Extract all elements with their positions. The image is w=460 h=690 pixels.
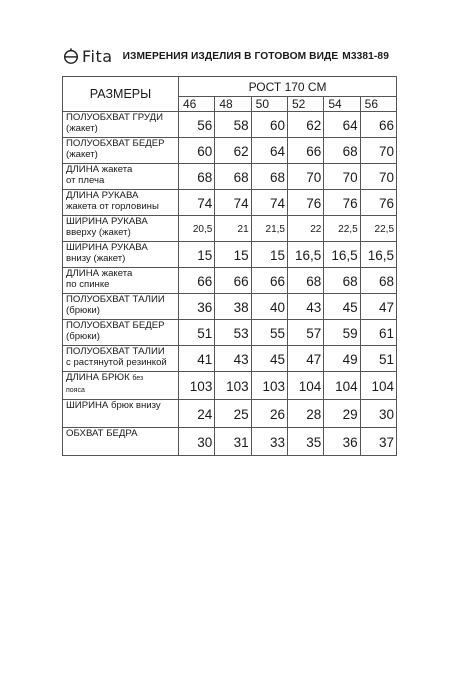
measurement-value: 60 [179, 138, 215, 164]
measurement-value: 47 [360, 294, 396, 320]
measurement-value: 33 [251, 428, 287, 456]
measurement-value: 68 [287, 268, 323, 294]
table-row [63, 428, 397, 456]
measurement-label-line2: внизу (жакет) [66, 252, 126, 264]
measurement-value: 70 [324, 164, 360, 190]
measurement-value: 103 [215, 372, 251, 400]
measurement-value: 15 [251, 242, 287, 268]
measurement-label-line1: ДЛИНА жакета [66, 268, 133, 279]
measurement-label-line1: ДЛИНА БРЮК [66, 372, 130, 383]
sizes-header: РАЗМЕРЫ [63, 77, 179, 112]
measurement-label-line2: вверху (жакет) [66, 226, 131, 238]
measurement-label-line1: ДЛИНА РУКАВА [66, 190, 139, 201]
measurement-value: 45 [251, 346, 287, 372]
measurement-label [63, 400, 179, 428]
measurement-value: 68 [251, 164, 287, 190]
size-header-cell: 52 [287, 97, 323, 112]
measurement-label-line2: жакета от горловины [66, 200, 159, 212]
measurement-label [63, 428, 179, 456]
measurement-value: 104 [287, 372, 323, 400]
size-header-cell: 46 [179, 97, 215, 112]
measurement-value: 59 [324, 320, 360, 346]
measurement-label [63, 320, 179, 346]
table-row [63, 294, 397, 320]
measurement-label-line2: (жакет) [66, 148, 98, 160]
size-header-cell: 50 [251, 97, 287, 112]
measurement-label [63, 346, 179, 372]
size-header-cell: 48 [215, 97, 251, 112]
measurement-value: 70 [360, 138, 396, 164]
size-header-cell: 56 [360, 97, 396, 112]
measurement-value: 21,5 [251, 216, 287, 242]
measurement-value: 28 [287, 400, 323, 428]
measurement-value: 15 [179, 242, 215, 268]
table-row [63, 164, 397, 190]
measurement-value: 30 [360, 400, 396, 428]
measurement-value: 60 [251, 112, 287, 138]
measurement-label [63, 242, 179, 268]
measurement-value: 22,5 [324, 216, 360, 242]
measurement-value: 57 [287, 320, 323, 346]
measurement-label [63, 372, 179, 400]
measurement-label-line1: ПОЛУОБХВАТ ТАЛИИ [66, 294, 165, 305]
measurement-value: 16,5 [287, 242, 323, 268]
brand-logo [62, 47, 113, 66]
page-title [123, 51, 389, 62]
measurements-body [63, 112, 397, 456]
measurement-value: 68 [324, 268, 360, 294]
measurement-value: 36 [179, 294, 215, 320]
measurement-value: 70 [360, 164, 396, 190]
measurement-value: 64 [251, 138, 287, 164]
table-row [63, 320, 397, 346]
measurement-value: 20,5 [179, 216, 215, 242]
table-row [63, 138, 397, 164]
table-row [63, 268, 397, 294]
measurement-value: 55 [251, 320, 287, 346]
measurement-label-line1: ПОЛУОБХВАТ БЕДЕР [66, 320, 165, 331]
table-row [63, 216, 397, 242]
measurement-value: 53 [215, 320, 251, 346]
measurement-value: 45 [324, 294, 360, 320]
measurement-label-line2: пояса [66, 386, 85, 394]
measurement-label-line2: (жакет) [66, 122, 98, 134]
measurement-value: 74 [179, 190, 215, 216]
measurement-label-line2: с растянутой резинкой [66, 356, 167, 368]
measurement-value: 76 [324, 190, 360, 216]
measurement-value: 104 [324, 372, 360, 400]
measurement-value: 62 [215, 138, 251, 164]
height-header: РОСТ 170 СМ [179, 77, 397, 97]
measurement-value: 103 [251, 372, 287, 400]
measurement-value: 104 [360, 372, 396, 400]
measurement-value: 62 [287, 112, 323, 138]
measurement-value: 38 [215, 294, 251, 320]
measurement-label-line2: (брюки) [66, 330, 100, 342]
measurement-label-suffix: без [132, 375, 144, 382]
model-code: М3381-89 [342, 50, 389, 62]
measurement-value: 26 [251, 400, 287, 428]
measurement-value: 15 [215, 242, 251, 268]
measurement-label [63, 138, 179, 164]
measurement-value: 76 [287, 190, 323, 216]
measurement-value: 58 [215, 112, 251, 138]
measurement-value: 66 [251, 268, 287, 294]
measurement-value: 35 [287, 428, 323, 456]
measurement-value: 74 [251, 190, 287, 216]
measurement-value: 43 [287, 294, 323, 320]
measurement-label-line1: ДЛИНА жакета [66, 164, 133, 175]
page-header [62, 44, 422, 68]
table-row [63, 112, 397, 138]
measurement-value: 16,5 [360, 242, 396, 268]
measurement-label-line2: по спинке [66, 278, 110, 290]
measurement-value: 40 [251, 294, 287, 320]
measurement-value: 68 [324, 138, 360, 164]
measurement-value: 30 [179, 428, 215, 456]
measurement-value: 37 [360, 428, 396, 456]
measurement-value: 47 [287, 346, 323, 372]
measurement-label [63, 164, 179, 190]
table-row [63, 242, 397, 268]
size-header-cell: 54 [324, 97, 360, 112]
measurement-value: 25 [215, 400, 251, 428]
measurement-value: 66 [179, 268, 215, 294]
measurement-value: 68 [360, 268, 396, 294]
title-text: ИЗМЕРЕНИЯ ИЗДЕЛИЯ В ГОТОВОМ ВИДЕ [122, 50, 339, 62]
measurement-value: 49 [324, 346, 360, 372]
measurement-value: 43 [215, 346, 251, 372]
table-row [63, 190, 397, 216]
measurement-value: 29 [324, 400, 360, 428]
measurement-value: 51 [360, 346, 396, 372]
measurement-value: 76 [360, 190, 396, 216]
measurement-label-line1: ШИРИНА брюк внизу [66, 400, 161, 411]
measurement-value: 56 [179, 112, 215, 138]
measurement-value: 16,5 [324, 242, 360, 268]
measurement-label-line1: ОБХВАТ БЕДРА [66, 428, 138, 439]
measurement-label-line1: ШИРИНА РУКАВА [66, 242, 148, 253]
measurement-label-line1: ПОЛУОБХВАТ ГРУДИ [66, 112, 163, 123]
measurement-label-line2: (брюки) [66, 304, 100, 316]
fita-logo-icon [62, 47, 80, 65]
measurement-value: 66 [215, 268, 251, 294]
measurement-value: 68 [179, 164, 215, 190]
measurement-label-line1: ПОЛУОБХВАТ ТАЛИИ [66, 346, 165, 357]
measurement-label [63, 294, 179, 320]
table-row [63, 372, 397, 400]
size-chart-table [62, 76, 397, 456]
measurement-label [63, 112, 179, 138]
measurement-value: 61 [360, 320, 396, 346]
measurement-value: 70 [287, 164, 323, 190]
measurement-value: 66 [287, 138, 323, 164]
measurement-value: 51 [179, 320, 215, 346]
measurement-label-line1: ПОЛУОБХВАТ БЕДЕР [66, 138, 165, 149]
measurement-value: 36 [324, 428, 360, 456]
measurement-value: 74 [215, 190, 251, 216]
measurement-value: 21 [215, 216, 251, 242]
measurement-value: 24 [179, 400, 215, 428]
measurement-value: 22,5 [360, 216, 396, 242]
measurement-label [63, 190, 179, 216]
table-row [63, 400, 397, 428]
measurement-value: 64 [324, 112, 360, 138]
measurement-value: 103 [179, 372, 215, 400]
brand-name: Fita [82, 46, 113, 66]
measurement-value: 31 [215, 428, 251, 456]
measurement-value: 41 [179, 346, 215, 372]
measurement-label-line1: ШИРИНА РУКАВА [66, 216, 148, 227]
measurement-label-line2: от плеча [66, 174, 105, 186]
measurement-label [63, 268, 179, 294]
measurement-label [63, 216, 179, 242]
table-row [63, 346, 397, 372]
measurement-value: 68 [215, 164, 251, 190]
measurement-value: 66 [360, 112, 396, 138]
measurement-value: 22 [287, 216, 323, 242]
